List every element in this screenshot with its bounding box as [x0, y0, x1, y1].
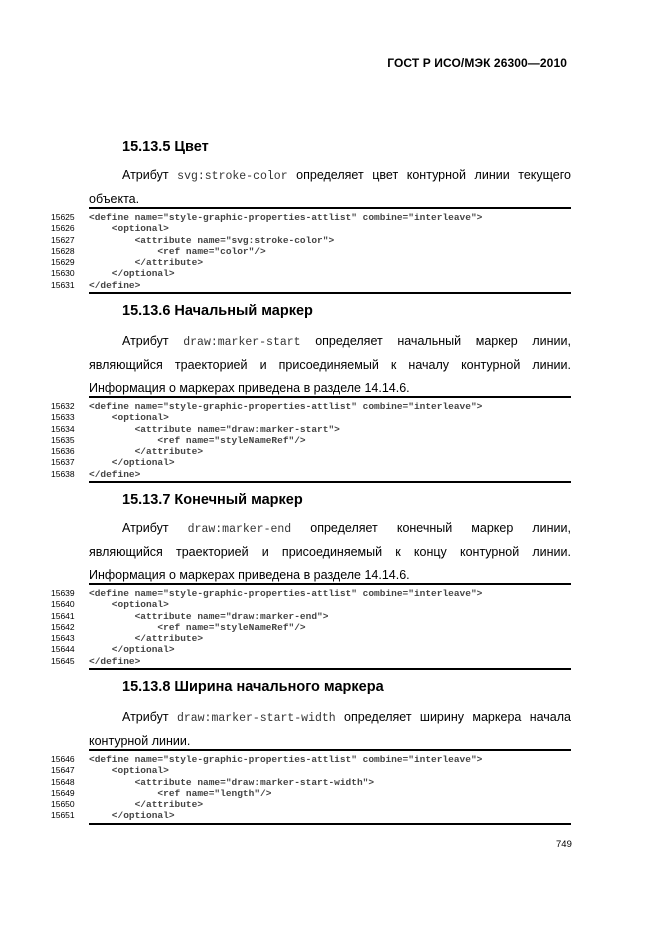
line-number: 15638 [51, 468, 75, 479]
text-run: Атрибут [122, 168, 178, 182]
code-line [51, 633, 571, 645]
text-run: Атрибут [122, 521, 188, 535]
code-listing [51, 583, 571, 670]
inline-code: svg:stroke-color [177, 170, 288, 183]
line-number: 15629 [51, 257, 75, 268]
page-number: 749 [556, 839, 572, 850]
line-number: 15633 [51, 412, 75, 423]
code-text: <attribute name="draw:marker-start"> [89, 423, 340, 435]
section-heading: 15.13.8 Ширина начального маркера [122, 679, 384, 695]
inline-code: draw:marker-start [183, 336, 301, 349]
paragraph-line [89, 330, 571, 354]
line-number: 15649 [51, 787, 75, 798]
code-text: </attribute> [89, 446, 204, 458]
inline-code: draw:marker-start-width [176, 712, 336, 725]
paragraph-line [89, 706, 571, 730]
paragraph-line: контурной линии. [89, 734, 191, 748]
code-line [51, 644, 571, 656]
code-line [51, 754, 571, 765]
section-heading: 15.13.6 Начальный маркер [122, 303, 313, 319]
code-line [51, 279, 571, 291]
paragraph-line: Информация о маркерах приведена в разделе 14.14.6. [89, 568, 410, 582]
code-listing [51, 207, 571, 294]
text-run: Атрибут [122, 710, 177, 724]
code-text: <ref name="color"/> [89, 245, 266, 257]
code-line [51, 234, 571, 246]
code-line [51, 245, 571, 257]
code-listing [51, 396, 571, 483]
paragraph-line: являющийся траекторией и присоединяемый к началу контурной линии. [89, 358, 571, 372]
line-number: 15627 [51, 234, 75, 245]
paragraph-line: Информация о маркерах приведена в разделе 14.14.6. [89, 381, 410, 395]
inline-code: draw:marker-end [187, 523, 292, 536]
line-number: 15648 [51, 776, 75, 787]
line-number: 15630 [51, 268, 75, 279]
code-text: </define> [89, 468, 141, 480]
code-text: <optional> [89, 412, 169, 424]
section-paragraph [89, 517, 571, 587]
code-line [51, 810, 571, 822]
code-line [51, 434, 571, 446]
document-header: ГОСТ Р ИСО/МЭК 26300—2010 [387, 56, 567, 70]
code-line [51, 468, 571, 480]
paragraph-line [89, 164, 571, 188]
code-line [51, 412, 571, 424]
line-number: 15651 [51, 810, 75, 821]
line-number: 15639 [51, 588, 75, 598]
code-text: <define name="style-graphic-properties-attlist" combine="interleave"> [89, 588, 483, 599]
line-number: 15641 [51, 610, 75, 621]
code-text: <define name="style-graphic-properties-attlist" combine="interleave"> [89, 401, 483, 412]
code-line [51, 765, 571, 777]
code-text: </define> [89, 655, 141, 667]
line-number: 15640 [51, 599, 75, 610]
code-text: </optional> [89, 810, 175, 822]
line-number: 15628 [51, 245, 75, 256]
code-text: <define name="style-graphic-properties-attlist" combine="interleave"> [89, 212, 483, 223]
code-line [51, 446, 571, 458]
code-listing [51, 749, 571, 825]
code-line [51, 610, 571, 622]
code-text: </attribute> [89, 633, 204, 645]
line-number: 15631 [51, 279, 75, 290]
text-run: Атрибут [122, 334, 184, 348]
line-number: 15642 [51, 621, 75, 632]
code-text: <optional> [89, 765, 169, 777]
line-number: 15645 [51, 655, 75, 666]
code-line [51, 401, 571, 412]
code-text: </attribute> [89, 257, 204, 269]
line-number: 15643 [51, 633, 75, 644]
code-line [51, 621, 571, 633]
code-line [51, 599, 571, 611]
section-heading: 15.13.7 Конечный маркер [122, 492, 303, 508]
text-run: определяет цвет контурной линии текущего [287, 168, 571, 182]
code-text: </optional> [89, 644, 175, 656]
line-number: 15634 [51, 423, 75, 434]
code-text: <ref name="styleNameRef"/> [89, 434, 306, 446]
code-line [51, 457, 571, 469]
code-line [51, 223, 571, 235]
text-run: определяет начальный маркер линии, [300, 334, 571, 348]
code-text: </define> [89, 279, 141, 291]
code-line [51, 655, 571, 667]
line-number: 15647 [51, 765, 75, 776]
text-run: определяет конечный маркер линии, [291, 521, 571, 535]
paragraph-line: являющийся траекторией и присоединяемый к концу контурной линии. [89, 545, 571, 559]
line-number: 15650 [51, 799, 75, 810]
code-line [51, 787, 571, 799]
code-text: <attribute name="draw:marker-start-width"> [89, 776, 375, 788]
section-heading: 15.13.5 Цвет [122, 139, 209, 155]
code-text: <ref name="length"/> [89, 787, 272, 799]
line-number: 15646 [51, 754, 75, 764]
line-number: 15635 [51, 434, 75, 445]
line-number: 15626 [51, 223, 75, 234]
section-paragraph [89, 706, 571, 753]
code-line [51, 776, 571, 788]
code-text: </attribute> [89, 799, 204, 811]
code-line [51, 423, 571, 435]
line-number: 15644 [51, 644, 75, 655]
code-text: <ref name="styleNameRef"/> [89, 621, 306, 633]
section-paragraph [89, 164, 571, 211]
paragraph-line [89, 517, 571, 541]
code-text: <attribute name="svg:stroke-color"> [89, 234, 335, 246]
code-text: <optional> [89, 223, 169, 235]
code-text: </optional> [89, 268, 175, 280]
code-line [51, 212, 571, 223]
code-text: <attribute name="draw:marker-end"> [89, 610, 329, 622]
code-text: </optional> [89, 457, 175, 469]
section-paragraph [89, 330, 571, 400]
line-number: 15636 [51, 446, 75, 457]
code-text: <optional> [89, 599, 169, 611]
line-number: 15637 [51, 457, 75, 468]
paragraph-line: объекта. [89, 192, 140, 206]
code-line [51, 588, 571, 599]
code-text: <define name="style-graphic-properties-attlist" combine="interleave"> [89, 754, 483, 765]
code-line [51, 257, 571, 269]
line-number: 15632 [51, 401, 75, 411]
code-line [51, 268, 571, 280]
text-run: определяет ширину маркера начала [335, 710, 571, 724]
code-line [51, 799, 571, 811]
line-number: 15625 [51, 212, 75, 222]
